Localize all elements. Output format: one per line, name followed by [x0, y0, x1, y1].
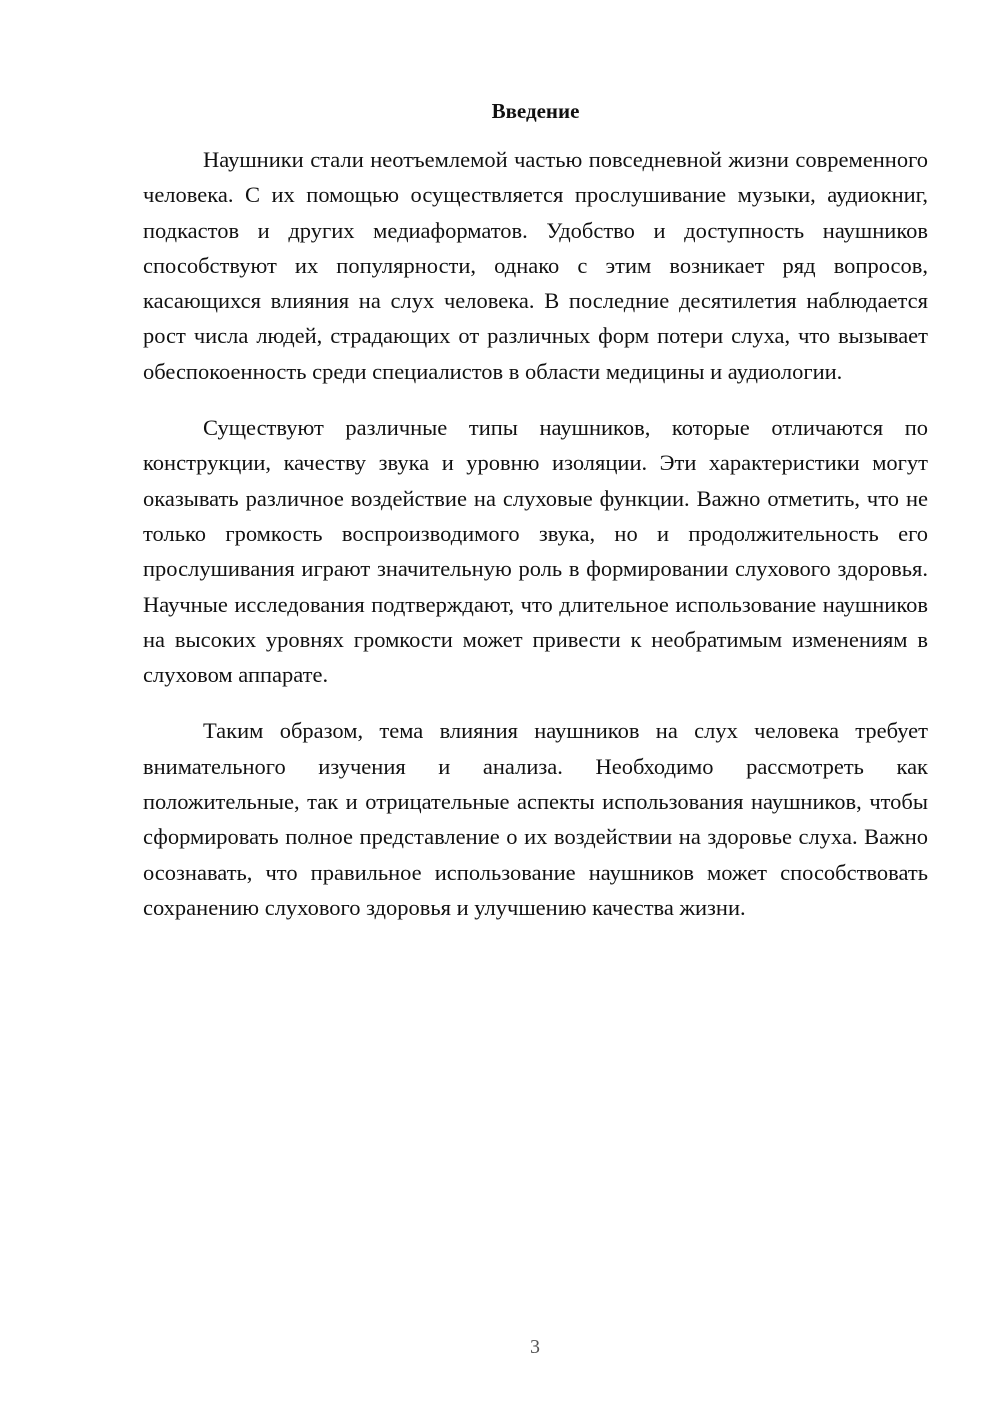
document-body — [143, 142, 928, 946]
page-number: 3 — [530, 1336, 540, 1358]
paragraph-2: Существуют различные типы наушников, которые отличаются по конструкции, качеству звука и уровню изоляции. Эти характеристики могут оказывать различное воздействие на слуховые функции. Важно отметить, что не только громкость воспроизводимого звука, но и продолжительность его прослушивания играют значительную роль в формировании слухового здоровья. Научные исследования подтверждают, что длительное использование наушников на высоких уровнях громкости может привести к необратимым изменениям в слуховом аппарате. — [143, 415, 928, 688]
page-title: Введение — [491, 99, 580, 123]
paragraph-3: Таким образом, тема влияния наушников на слух человека требует внимательного изучения и анализа. Необходимо рассмотреть как положительные, так и отрицательные аспекты использования наушников, чтобы сформировать полное представление о их воздействии на здоровье слуха. Важно осознавать, что правильное использование наушников может способствовать сохранению слухового здоровья и улучшению качества жизни. — [143, 718, 928, 920]
paragraph-1: Наушники стали неотъемлемой частью повседневной жизни современного человека. С их помощью осуществляется прослушивание музыки, аудиокниг, подкастов и других медиаформатов. Удобство и доступность наушников способствуют их популярности, однако с этим возникает ряд вопросов, касающихся влияния на слух человека. В последние десятилетия наблюдается рост числа людей, страдающих от различных форм потери слуха, что вызывает обеспокоенность среди специалистов в области медицины и аудиологии. — [143, 147, 928, 384]
